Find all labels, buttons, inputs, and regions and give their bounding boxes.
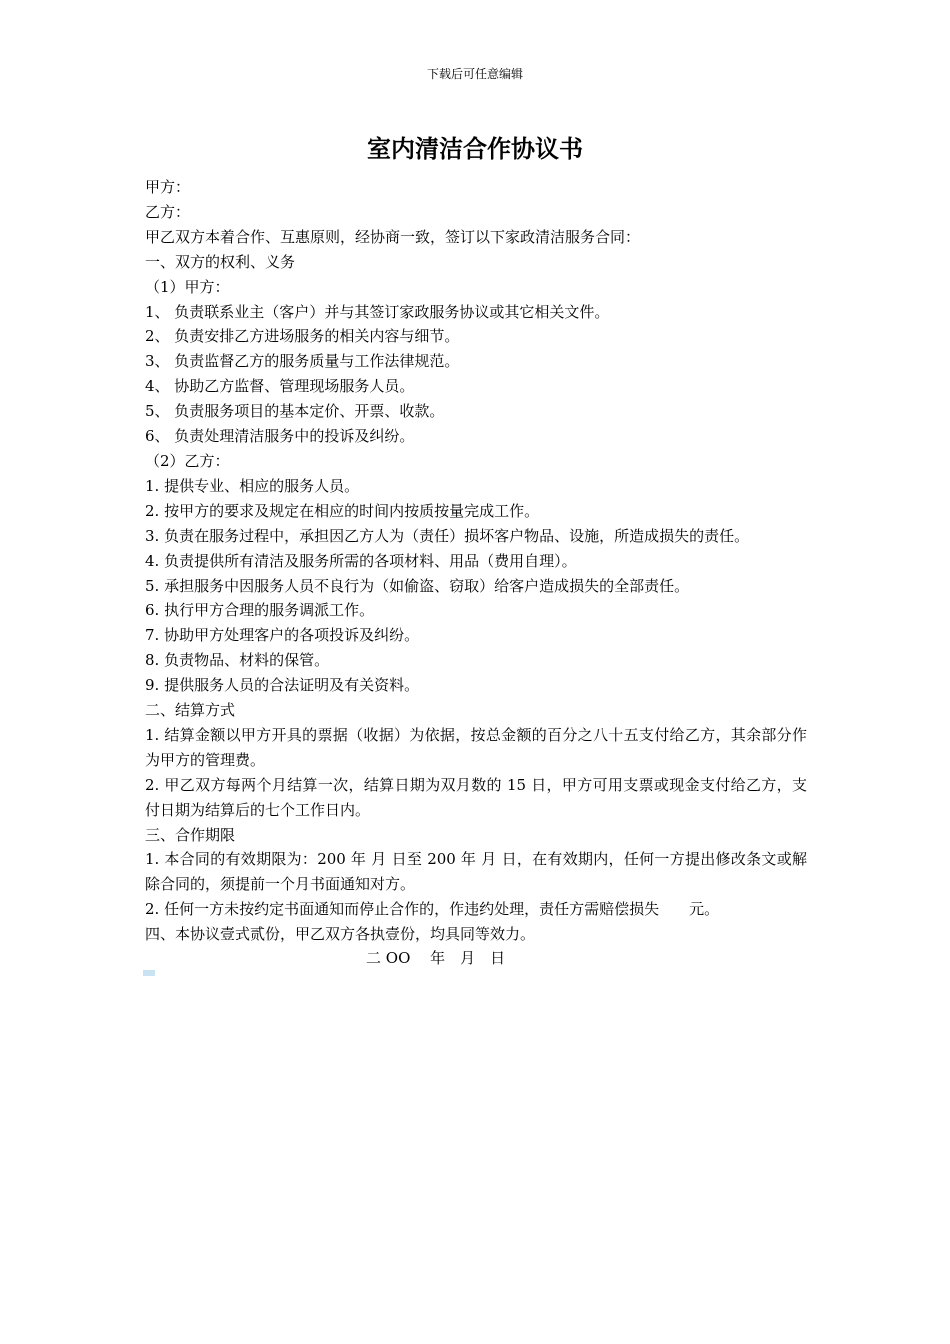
section-heading-term: 三、合作期限 — [145, 825, 236, 844]
preamble: 甲乙双方本着合作、互惠原则，经协商一致，签订以下家政清洁服务合同： — [145, 227, 641, 246]
settlement-item-1: 1. 结算金额以甲方开具的票据（收据）为依据，按总金额的百分之八十五支付给乙方，其余部分作为甲方的管理费。 — [145, 725, 807, 769]
party-a-line: 甲方： — [145, 178, 191, 196]
party-b-item-7: 7. 协助甲方处理客户的各项投诉及纠纷。 — [145, 626, 420, 645]
section-heading-settlement: 二、结算方式 — [145, 701, 236, 720]
party-b-item-1: 1. 提供专业、相应的服务人员。 — [145, 476, 360, 495]
party-a-item-5: 5、 负责服务项目的基本定价、开票、收款。 — [145, 402, 445, 421]
text-cursor-marker — [143, 970, 155, 976]
signature-date: 二 OO 年 月 日 — [366, 949, 506, 967]
party-b-item-6: 6. 执行甲方合理的服务调派工作。 — [145, 601, 375, 620]
party-b-item-9: 9. 提供服务人员的合法证明及有关资料。 — [145, 676, 420, 695]
term-item-1: 1. 本合同的有效期限为：200 年 月 日至 200 年 月 日，在有效期内，任何一方提出修改条文或解除合同的，须提前一个月书面通知对方。 — [145, 850, 807, 894]
party-b-item-8: 8. 负责物品、材料的保管。 — [145, 651, 330, 670]
term-item-2: 2. 任何一方未按约定书面通知而停止合作的，作违约处理，责任方需赔偿损失 元。 — [145, 900, 720, 919]
party-b-item-4: 4. 负责提供所有清洁及服务所需的各项材料、用品（费用自理）。 — [145, 551, 577, 570]
party-b-item-5: 5. 承担服务中因服务人员不良行为（如偷盗、窃取）给客户造成损失的全部责任。 — [145, 576, 690, 595]
subheading-party-a: （1）甲方： — [145, 277, 230, 296]
subheading-party-b: （2）乙方： — [145, 451, 230, 470]
document-body — [145, 175, 807, 947]
party-a-item-4: 4、 协助乙方监督、管理现场服务人员。 — [145, 377, 415, 396]
party-b-item-3: 3. 负责在服务过程中，承担因乙方人为（责任）损坏客户物品、设施，所造成损失的责任。 — [145, 526, 750, 545]
party-a-item-6: 6、 负责处理清洁服务中的投诉及纠纷。 — [145, 427, 415, 446]
party-a-item-1: 1、 负责联系业主（客户）并与其签订家政服务协议或其它相关文件。 — [145, 302, 610, 321]
settlement-item-2: 2. 甲乙双方每两个月结算一次，结算日期为双月数的 15 日，甲方可用支票或现金支付给乙方，支付日期为结算后的七个工作日内。 — [145, 775, 807, 819]
document-title: 室内清洁合作协议书 — [367, 134, 583, 163]
party-a-item-3: 3、 负责监督乙方的服务质量与工作法律规范。 — [145, 352, 460, 371]
section-heading-rights: 一、双方的权利、义务 — [145, 252, 296, 271]
header-note: 下载后可任意编辑 — [426, 67, 523, 81]
clause-copies: 四、本协议壹式贰份，甲乙双方各执壹份，均具同等效力。 — [145, 925, 536, 944]
party-b-item-2: 2. 按甲方的要求及规定在相应的时间内按质按量完成工作。 — [145, 501, 540, 520]
party-a-item-2: 2、 负责安排乙方进场服务的相关内容与细节。 — [145, 327, 460, 346]
party-b-line: 乙方： — [145, 202, 191, 221]
